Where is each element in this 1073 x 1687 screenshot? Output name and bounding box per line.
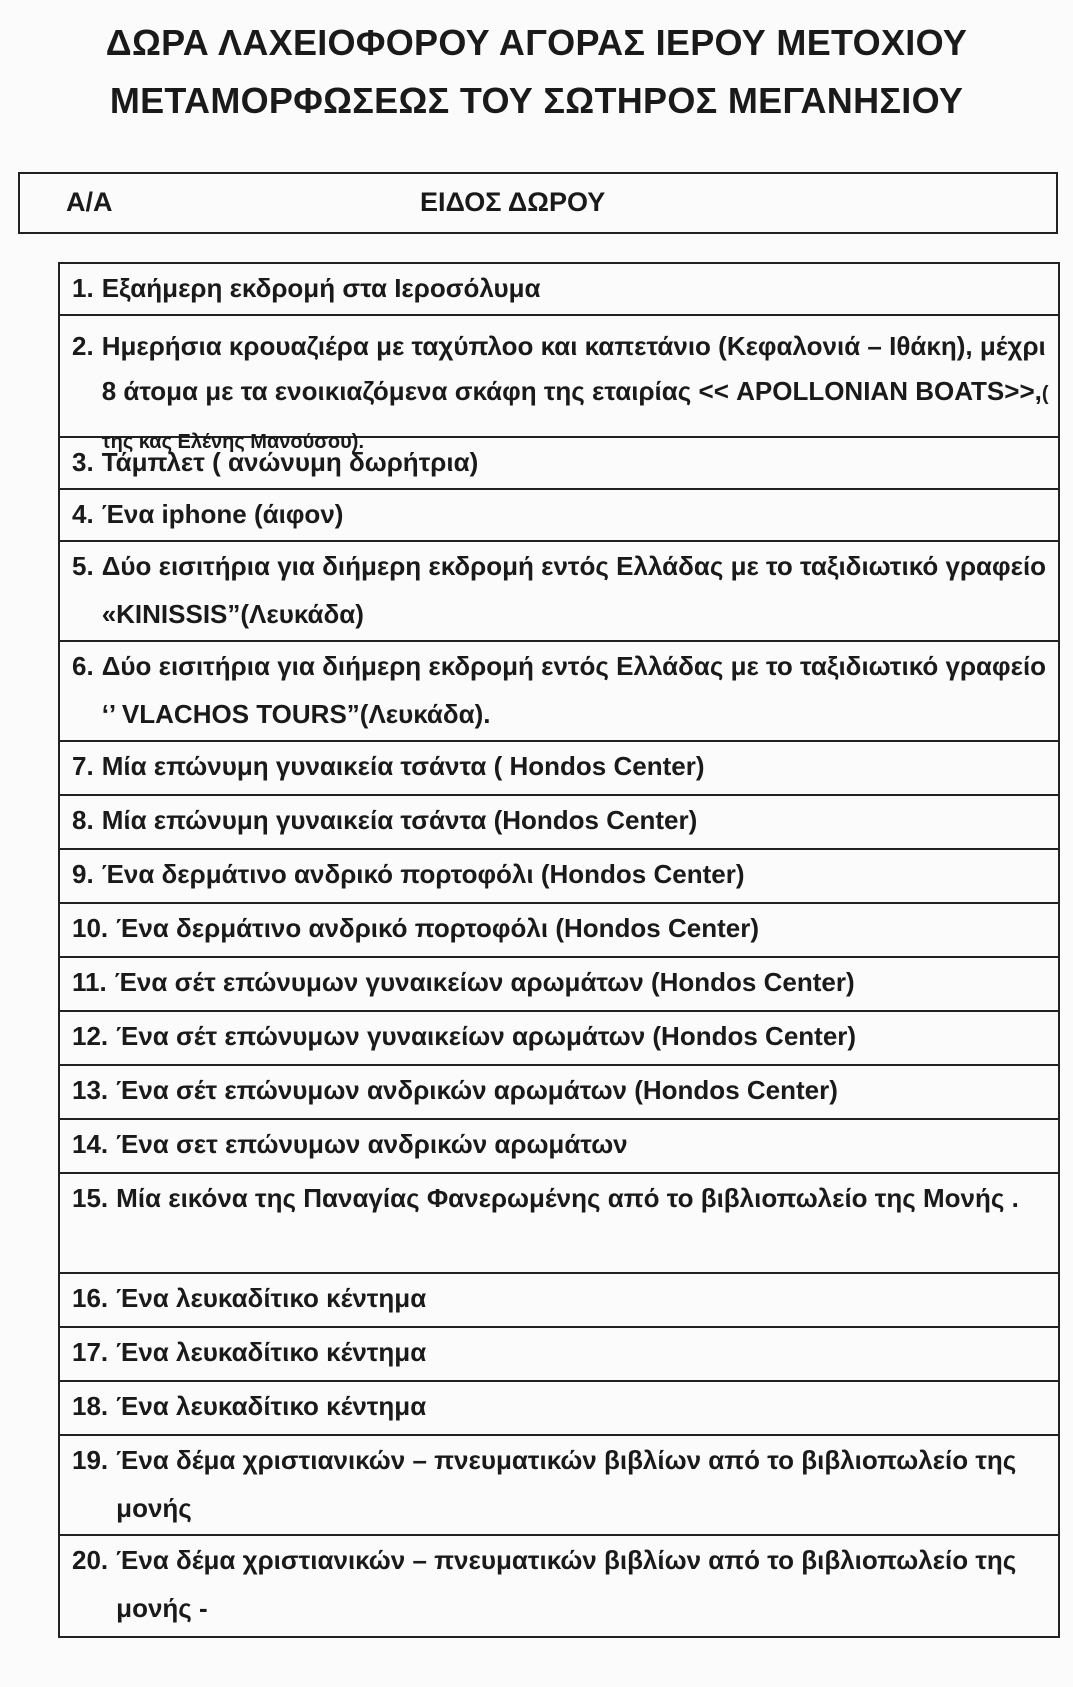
header-col-number: Α/Α [66, 187, 113, 217]
item-text: Ένα σετ επώνυμων ανδρικών αρωμάτων [116, 1129, 628, 1159]
item-number: 16. [72, 1283, 109, 1313]
item-text: Ένα δερμάτινο ανδρικό πορτοφόλι (Hondos Center) [116, 913, 759, 943]
item-text: Δύο εισιτήρια για διήμερη εκδρομή εντός Ελλάδας με το ταξιδιωτικό γραφείο ‘’ VLACHOS TOURS”(Λευκάδα). [101, 651, 1047, 729]
list-item [60, 1328, 1058, 1382]
item-text: Ένα λευκαδίτικο κέντημα [116, 1391, 427, 1421]
item-number: 15. [72, 1183, 109, 1213]
list-item [60, 642, 1058, 742]
list-item [60, 490, 1058, 542]
list-item [60, 1174, 1058, 1274]
item-text: Μία επώνυμη γυναικεία τσάντα ( Hondos Center) [101, 751, 705, 781]
list-item [60, 1066, 1058, 1120]
item-text: Μία επώνυμη γυναικεία τσάντα (Hondos Center) [101, 805, 698, 835]
item-text: Ένα δέμα χριστιανικών – πνευματικών βιβλίων από το βιβλιοπωλείο της μονής [116, 1445, 1017, 1523]
document-title [0, 14, 1073, 130]
item-text: Τάμπλετ ( ανώνυμη δωρήτρια) [101, 447, 479, 477]
item-number: 12. [72, 1021, 109, 1051]
item-text-small: ( της κας Ελένης Μανούσου). [101, 383, 1049, 453]
table-header [18, 172, 1058, 234]
list-item [60, 850, 1058, 904]
item-number: 5. [72, 551, 94, 581]
item-number: 14. [72, 1129, 109, 1159]
list-item [60, 542, 1058, 642]
item-number: 7. [72, 751, 94, 781]
item-text: Δύο εισιτήρια για διήμερη εκδρομή εντός Ελλάδας με το ταξιδιωτικό γραφείο «KINISSIS”(Λευκάδα) [101, 551, 1047, 629]
list-item [60, 958, 1058, 1012]
item-number: 6. [72, 651, 94, 681]
item-number: 11. [72, 967, 107, 997]
list-item [60, 438, 1058, 490]
list-item [60, 796, 1058, 850]
item-text: Ένα λευκαδίτικο κέντημα [116, 1337, 427, 1367]
list-item [60, 264, 1058, 316]
item-number: 4. [72, 499, 94, 529]
header-col-gift-kind: ΕΙΔΟΣ ΔΩΡΟΥ [420, 187, 606, 217]
item-text: Ένα δερμάτινο ανδρικό πορτοφόλι (Hondos Center) [101, 859, 745, 889]
item-text: Ημερήσια κρουαζιέρα με ταχύπλοο και καπετάνιο (Κεφαλονιά – Ιθάκη), μέχρι 8 άτομα με τα ενοικιαζόμενα σκάφη της εταιρίας << APOLLONIAN BOATS>>, [101, 331, 1046, 406]
item-number: 1. [72, 273, 94, 303]
item-number: 19. [72, 1445, 109, 1475]
item-number: 17. [72, 1337, 109, 1367]
item-text: Μία εικόνα της Παναγίας Φανερωμένης από το βιβλιοπωλείο της Μονής . [116, 1183, 1019, 1213]
item-text: Ένα σέτ επώνυμων γυναικείων αρωμάτων (Hondos Center) [116, 1021, 857, 1051]
list-item [60, 1120, 1058, 1174]
list-item [60, 742, 1058, 796]
list-item [60, 1536, 1058, 1636]
item-number: 8. [72, 805, 94, 835]
item-number: 20. [72, 1545, 109, 1575]
item-number: 9. [72, 859, 94, 889]
title-line-2: ΜΕΤΑΜΟΡΦΩΣΕΩΣ ΤΟΥ ΣΩΤΗΡΟΣ ΜΕΓΑΝΗΣΙΟΥ [109, 80, 964, 121]
item-number: 18. [72, 1391, 109, 1421]
item-number: 13. [72, 1075, 109, 1105]
item-number: 3. [72, 447, 94, 477]
item-text: Ένα σέτ επώνυμων γυναικείων αρωμάτων (Hondos Center) [114, 967, 855, 997]
item-text: Εξαήμερη εκδρομή στα Ιεροσόλυμα [101, 273, 541, 303]
gift-list [58, 262, 1060, 1638]
list-item [60, 316, 1058, 453]
title-line-1: ΔΩΡΑ ΛΑΧΕΙΟΦΟΡΟΥ ΑΓΟΡΑΣ ΙΕΡΟΥ ΜΕΤΟΧΙΟΥ [105, 22, 968, 63]
item-text: Ένα λευκαδίτικο κέντημα [116, 1283, 427, 1313]
item-number: 2. [72, 331, 94, 361]
list-item [60, 1382, 1058, 1436]
item-text: Ένα σέτ επώνυμων ανδρικών αρωμάτων (Hondos Center) [116, 1075, 838, 1105]
item-text: Ένα δέμα χριστιανικών – πνευματικών βιβλίων από το βιβλιοπωλείο της μονής - [116, 1545, 1017, 1623]
list-item [60, 1012, 1058, 1066]
item-number: 10. [72, 913, 109, 943]
item-text: Ένα iphone (άιφον) [101, 499, 344, 529]
list-item [60, 1274, 1058, 1328]
list-item [60, 1436, 1058, 1536]
list-item [60, 904, 1058, 958]
